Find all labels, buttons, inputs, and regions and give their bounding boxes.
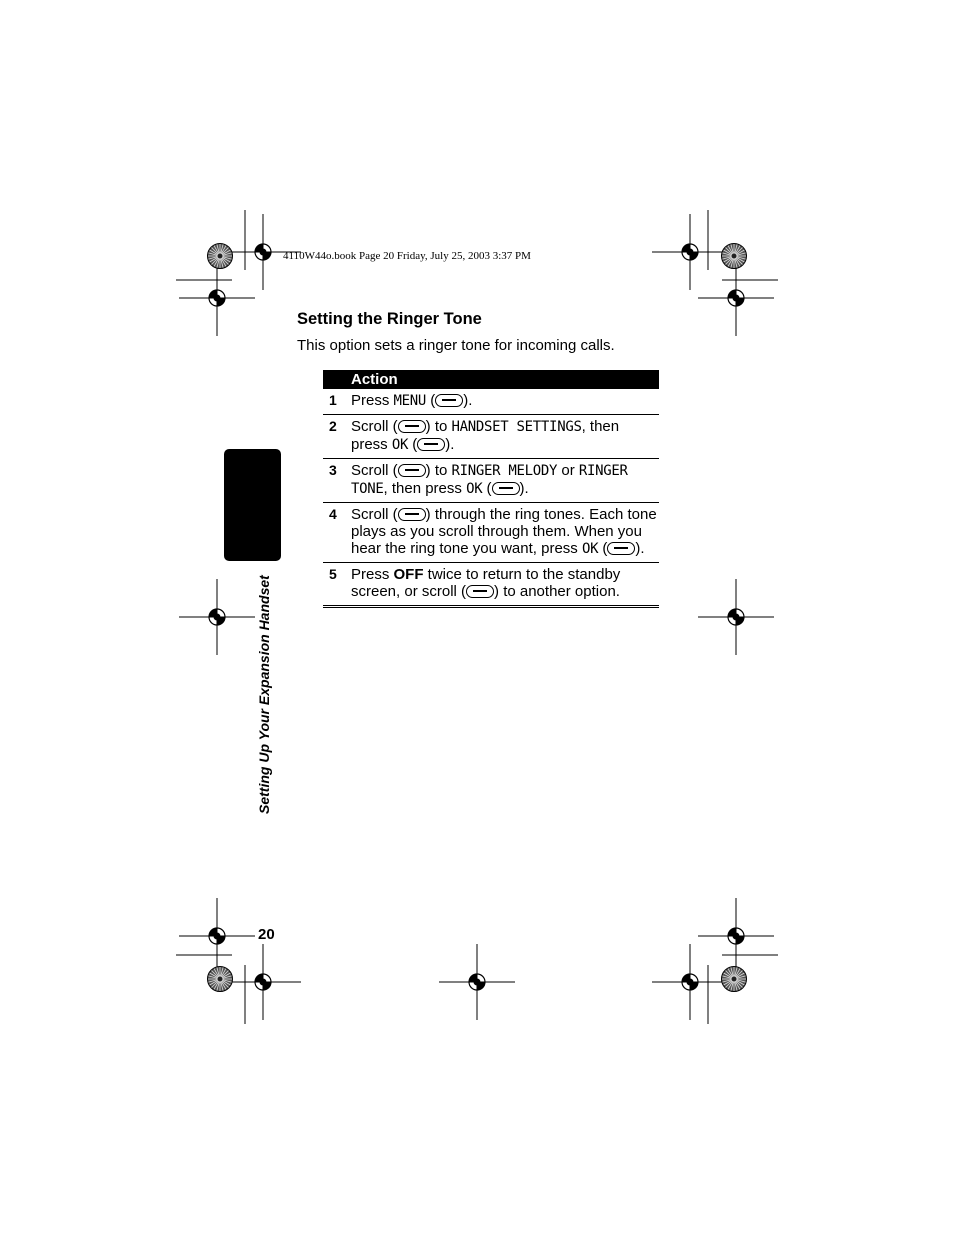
- off-key-label: OFF: [393, 566, 424, 583]
- lcd-text: HANDSET SETTINGS: [451, 419, 582, 435]
- table-row: [323, 563, 659, 608]
- registration-target-icon: [698, 898, 774, 974]
- table-row: [323, 389, 659, 415]
- chapter-side-label: Setting Up Your Expansion Handset: [256, 575, 272, 814]
- page-number: 20: [258, 926, 275, 943]
- select-key-icon: [398, 420, 426, 433]
- step-text: Scroll ( ) to RINGER MELODY or RINGER TONE, then press OK ( ).: [351, 462, 628, 497]
- starburst-color-bar-icon: [208, 967, 233, 992]
- starburst-color-bar-icon: [722, 967, 747, 992]
- lcd-text: OK: [581, 541, 599, 557]
- table-row: [323, 415, 659, 459]
- action-table: [323, 370, 659, 608]
- step-number: 4: [329, 506, 337, 522]
- lcd-text: MENU: [393, 393, 427, 409]
- registration-target-icon: [225, 944, 301, 1020]
- registration-target-icon: [652, 214, 728, 290]
- registration-target-icon: [698, 579, 774, 655]
- lcd-text: OK: [466, 481, 483, 497]
- lcd-text: RINGER TONE: [351, 463, 628, 497]
- step-number: 2: [329, 418, 337, 434]
- section-intro: This option sets a ringer tone for incoming calls.: [297, 337, 615, 354]
- lcd-text: RINGER MELODY: [451, 463, 558, 479]
- step-number: 5: [329, 566, 337, 582]
- starburst-color-bar-icon: [208, 244, 233, 269]
- registration-target-icon: [439, 944, 515, 1020]
- table-row: [323, 503, 659, 563]
- registration-target-icon: [652, 944, 728, 1020]
- table-row: [323, 459, 659, 503]
- select-key-icon: [398, 464, 426, 477]
- step-text: Scroll ( ) to HANDSET SETTINGS, then press OK ( ).: [351, 418, 620, 453]
- select-key-icon: [607, 542, 635, 555]
- step-number: 1: [329, 392, 337, 408]
- starburst-color-bar-icon: [722, 244, 747, 269]
- registration-target-icon: [179, 260, 255, 336]
- select-key-icon: [398, 508, 426, 521]
- step-number: 3: [329, 462, 337, 478]
- step-text: Scroll ( ) through the ring tones. Each tone plays as you scroll through them. When you hear the ring tone you want, press OK ( ).: [351, 506, 657, 557]
- table-header: Action: [323, 370, 659, 389]
- select-key-icon: [417, 438, 445, 451]
- select-key-icon: [492, 482, 520, 495]
- step-text: Press MENU ( ).: [351, 392, 473, 409]
- lcd-text: OK: [391, 437, 409, 453]
- step-text: Press OFF twice to return to the standby screen, or scroll ( ) to another option.: [351, 566, 621, 600]
- chapter-tab: [224, 449, 281, 561]
- registration-target-icon: [698, 260, 774, 336]
- select-key-icon: [435, 394, 463, 407]
- section-title: Setting the Ringer Tone: [297, 310, 482, 328]
- select-key-icon: [466, 585, 494, 598]
- registration-target-icon: [179, 898, 255, 974]
- print-header-info: 4110W44o.book Page 20 Friday, July 25, 2003 3:37 PM: [283, 250, 531, 262]
- registration-target-icon: [179, 579, 255, 655]
